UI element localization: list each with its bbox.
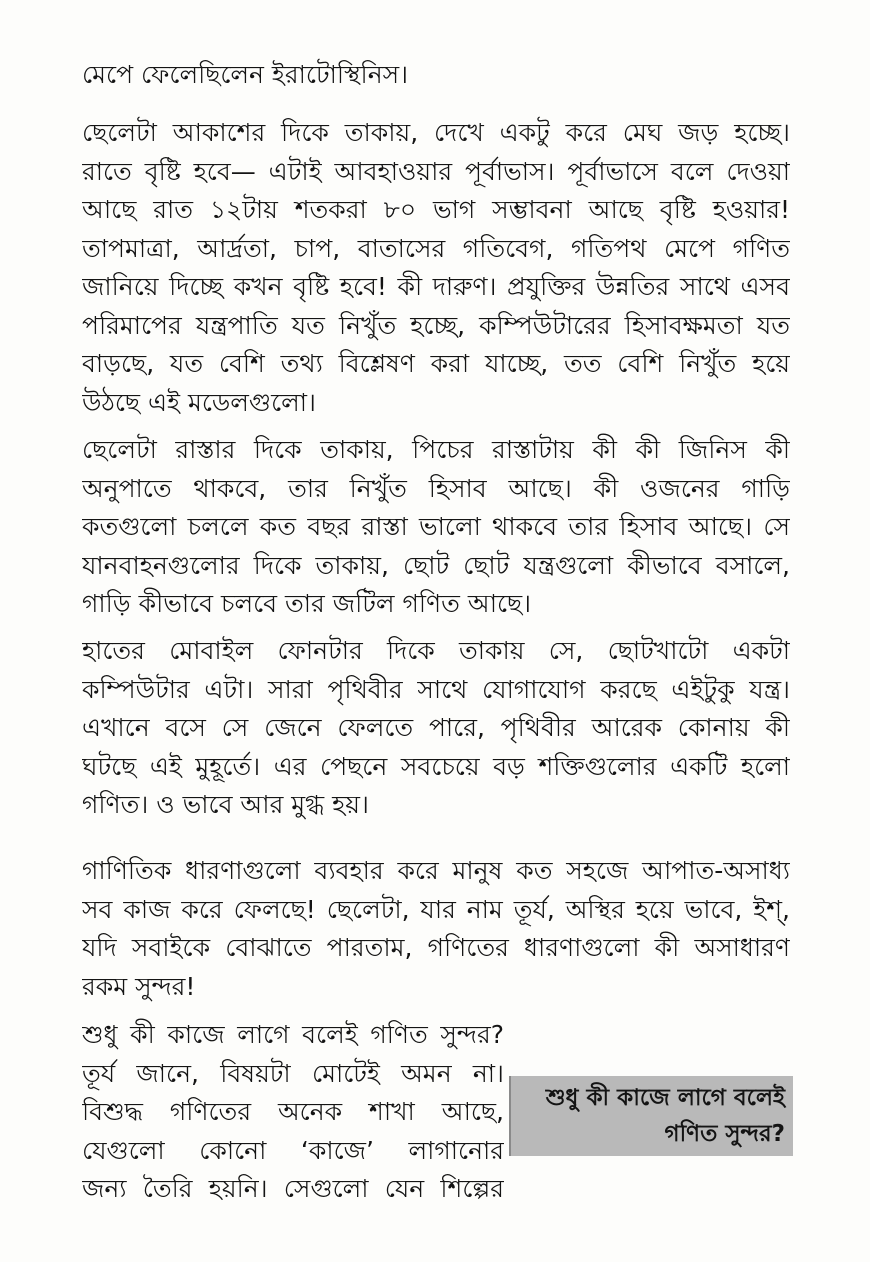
- pull-quote: [509, 1076, 793, 1156]
- paragraph-2: [82, 114, 790, 422]
- text-line: মেপে ফেলেছিলেন ইরাটোস্থিনিস।: [82, 60, 409, 89]
- text-line: রাতে বৃষ্টি হবে— এটাই আবহাওয়ার পূর্বাভাস। পূর্বাভাসে বলে দেওয়া: [82, 156, 790, 186]
- text-line: আছে রাত ১২টায় শতকরা ৮০ ভাগ সম্ভাবনা আছে বৃষ্টি হওয়ার!: [82, 195, 790, 224]
- text-line: ছেলেটা রাস্তার দিকে তাকায়, পিচের রাস্তাটায় কী কী জিনিস কী: [82, 435, 790, 464]
- text-line: কতগুলো চললে কত বছর রাস্তা ভালো থাকবে তার হিসাব আছে। সে: [82, 512, 790, 541]
- text-line: এখানে বসে সে জেনে ফেলতে পারে, পৃথিবীর আরেক কোনায় কী: [82, 713, 790, 742]
- text-line: উঠছে এই মডেলগুলো।: [82, 387, 316, 417]
- text-line: শুধু কী কাজে লাগে বলেই গণিত সুন্দর?: [82, 1020, 504, 1049]
- paragraph-4: [82, 632, 790, 825]
- text-line: গাড়ি কীভাবে চলবে তার জটিল গণিত আছে।: [82, 589, 532, 618]
- text-line: ঘটছে এই মুহূর্তে। এর পেছনে সবচেয়ে বড় শক্তিগুলোর একটি হলো: [82, 751, 790, 781]
- text-line: পরিমাপের যন্ত্রপাতি যত নিখুঁত হচ্ছে, কম্পিউটারের হিসাবক্ষমতা যত: [82, 310, 790, 340]
- paragraph-6: [82, 1016, 504, 1209]
- text-line: জন্য তৈরি হয়নি। সেগুলো যেন শিল্পের: [82, 1174, 504, 1203]
- text-line: জানিয়ে দিচ্ছে কখন বৃষ্টি হবে! কী দারুণ। প্রযুক্তির উন্নতির সাথে এসব: [82, 272, 790, 301]
- text-line: যেগুলো কোনো ‘কাজে’ লাগানোর: [82, 1135, 504, 1165]
- text-line: বিশুদ্ধ গণিতের অনেক শাখা আছে,: [82, 1097, 504, 1126]
- paragraph-5: [82, 852, 790, 1006]
- text-line: অনুপাতে থাকবে, তার নিখুঁত হিসাব আছে। কী ওজনের গাড়ি: [82, 473, 790, 503]
- text-line: গাণিতিক ধারণাগুলো ব্যবহার করে মানুষ কত সহজে আপাত-অসাধ্য: [82, 856, 790, 885]
- text-line: হাতের মোবাইল ফোনটার দিকে তাকায় সে, ছোটখাটো একটা: [82, 636, 790, 665]
- text-line: বাড়ছে, যত বেশি তথ্য বিশ্লেষণ করা যাচ্ছে, তত বেশি নিখুঁত হয়ে: [82, 349, 790, 378]
- text-line: গণিত। ও ভাবে আর মুগ্ধ হয়।: [82, 790, 369, 819]
- text-line: যানবাহনগুলোর দিকে তাকায়, ছোট ছোট যন্ত্রগুলো কীভাবে বসালে,: [82, 550, 790, 580]
- text-line: তূর্য জানে, বিষয়টা মোটেই অমন না।: [82, 1058, 504, 1088]
- text-line: সব কাজ করে ফেলছে! ছেলেটা, যার নাম তূর্য, অস্থির হয়ে ভাবে, ইশ্,: [82, 894, 790, 924]
- text-line: রকম সুন্দর!: [82, 971, 196, 1001]
- text-line: কম্পিউটার এটা। সারা পৃথিবীর সাথে যোগাযোগ করছে এইটুকু যন্ত্র।: [82, 674, 790, 704]
- pull-quote-line-2: গণিত সুন্দর?: [664, 1121, 785, 1147]
- text-line: তাপমাত্রা, আর্দ্রতা, চাপ, বাতাসের গতিবেগ, গতিপথ মেপে গণিত: [82, 233, 790, 263]
- pull-quote-line-1: শুধু কী কাজে লাগে বলেই: [545, 1085, 785, 1111]
- text-line: ছেলেটা আকাশের দিকে তাকায়, দেখে একটু করে মেঘ জড় হচ্ছে।: [82, 118, 790, 147]
- text-line: যদি সবাইকে বোঝাতে পারতাম, গণিতের ধারণাগুলো কী অসাধারণ: [82, 933, 790, 962]
- paragraph-1: [82, 56, 790, 95]
- paragraph-3: [82, 431, 790, 624]
